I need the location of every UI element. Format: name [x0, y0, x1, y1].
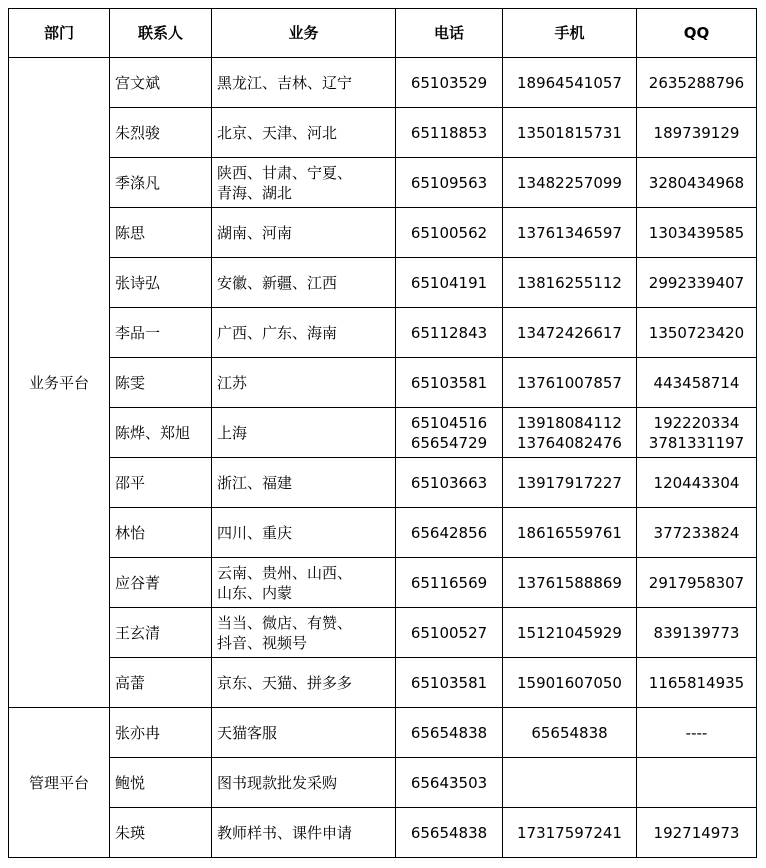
contact-name-cell: 陈烨、郑旭 [110, 408, 212, 458]
contact-name-cell: 林怡 [110, 508, 212, 558]
qq-cell [637, 408, 757, 458]
qq-cell [637, 358, 757, 408]
business-cell-line: 青海、湖北 [217, 183, 293, 202]
qq-cell [637, 58, 757, 108]
table-row [9, 658, 757, 708]
mobile-cell-line: 13761346597 [517, 223, 622, 242]
qq-cell-line: 3280434968 [648, 173, 745, 192]
contact-name-cell: 陈雯 [110, 358, 212, 408]
business-cell [212, 258, 396, 308]
contact-name-cell: 宫文斌 [110, 58, 212, 108]
contact-name-cell: 应谷菁 [110, 558, 212, 608]
phone-cell-line: 65654838 [410, 823, 488, 842]
mobile-cell [503, 608, 637, 658]
table-row [9, 258, 757, 308]
qq-cell-line: 443458714 [653, 373, 740, 392]
phone-cell-line: 65118853 [410, 123, 488, 142]
mobile-cell [503, 158, 637, 208]
contact-name-cell: 季涤凡 [110, 158, 212, 208]
table-row [9, 358, 757, 408]
business-cell [212, 408, 396, 458]
business-cell [212, 608, 396, 658]
qq-cell-line: 2917958307 [648, 573, 745, 592]
contact-name-cell: 邵平 [110, 458, 212, 508]
mobile-cell-line: 18616559761 [517, 523, 622, 542]
header-phone: 电话 [396, 9, 503, 58]
business-cell [212, 208, 396, 258]
table-row [9, 208, 757, 258]
table-row [9, 458, 757, 508]
phone-cell-line: 65104191 [410, 273, 488, 292]
contact-name-cell: 李品一 [110, 308, 212, 358]
qq-cell-line: 377233824 [653, 523, 740, 542]
mobile-cell [503, 458, 637, 508]
business-cell-line: 湖南、河南 [217, 223, 293, 242]
business-cell-line: 京东、天猫、拼多多 [217, 673, 353, 692]
business-cell-line: 天猫客服 [217, 723, 278, 742]
qq-cell-line: 1350723420 [648, 323, 745, 342]
phone-cell-line: 65643503 [410, 773, 488, 792]
phone-cell [396, 208, 503, 258]
business-cell [212, 658, 396, 708]
qq-cell-line: 192220334 [653, 413, 740, 432]
business-cell [212, 458, 396, 508]
qq-cell-line: 1303439585 [648, 223, 745, 242]
table-row [9, 708, 757, 758]
phone-cell-line: 65100527 [410, 623, 488, 642]
phone-cell [396, 308, 503, 358]
phone-cell [396, 808, 503, 858]
phone-cell-line: 65654838 [410, 723, 488, 742]
phone-cell [396, 708, 503, 758]
business-cell-line: 浙江、福建 [217, 473, 293, 492]
business-cell-line: 云南、贵州、山西、 [217, 563, 353, 582]
table-row [9, 558, 757, 608]
contact-name-cell: 朱瑛 [110, 808, 212, 858]
qq-cell [637, 658, 757, 708]
mobile-cell-line: 13918084112 [517, 413, 622, 432]
phone-cell-line: 65103529 [410, 73, 488, 92]
qq-cell-line: 120443304 [653, 473, 740, 492]
qq-cell [637, 258, 757, 308]
phone-cell [396, 358, 503, 408]
mobile-cell [503, 558, 637, 608]
mobile-cell [503, 308, 637, 358]
qq-cell [637, 608, 757, 658]
business-cell-line: 陕西、甘肃、宁夏、 [217, 163, 353, 182]
contact-name-cell: 鲍悦 [110, 758, 212, 808]
phone-cell [396, 658, 503, 708]
business-cell-line: 四川、重庆 [217, 523, 293, 542]
contact-table [8, 8, 757, 858]
table-body [9, 58, 757, 858]
qq-cell-line: 3781331197 [648, 433, 745, 452]
table-row [9, 608, 757, 658]
contact-name-cell: 高蕾 [110, 658, 212, 708]
phone-cell [396, 508, 503, 558]
mobile-cell-line: 17317597241 [517, 823, 622, 842]
phone-cell-line: 65103581 [410, 373, 488, 392]
phone-cell-line: 65116569 [410, 573, 488, 592]
business-cell [212, 758, 396, 808]
qq-cell-line: 2635288796 [648, 73, 745, 92]
table-row [9, 758, 757, 808]
mobile-cell [503, 208, 637, 258]
phone-cell [396, 558, 503, 608]
contact-name-cell: 张诗弘 [110, 258, 212, 308]
mobile-cell-line: 13501815731 [517, 123, 622, 142]
business-cell [212, 808, 396, 858]
qq-cell-line: 839139773 [653, 623, 740, 642]
business-cell-line: 黑龙江、吉林、辽宁 [217, 73, 353, 92]
header-dept: 部门 [9, 9, 110, 58]
qq-cell-line: 189739129 [653, 123, 740, 142]
business-cell-line: 安徽、新疆、江西 [217, 273, 338, 292]
header-business: 业务 [212, 9, 396, 58]
phone-cell-line: 65104516 [410, 413, 488, 432]
table-row [9, 108, 757, 158]
mobile-cell [503, 508, 637, 558]
dept-cell: 管理平台 [9, 708, 110, 858]
business-cell-line: 上海 [217, 423, 248, 442]
business-cell [212, 158, 396, 208]
table-row [9, 508, 757, 558]
mobile-cell-line: 13917917227 [517, 473, 622, 492]
business-cell [212, 508, 396, 558]
contact-name-cell: 朱烈骏 [110, 108, 212, 158]
qq-cell-line: ---- [685, 723, 708, 742]
phone-cell [396, 158, 503, 208]
mobile-cell [503, 358, 637, 408]
mobile-cell [503, 258, 637, 308]
phone-cell [396, 58, 503, 108]
phone-cell [396, 758, 503, 808]
business-cell-line: 江苏 [217, 373, 248, 392]
table-row [9, 58, 757, 108]
mobile-cell-line: 18964541057 [517, 73, 622, 92]
qq-cell [637, 708, 757, 758]
qq-cell [637, 558, 757, 608]
business-cell-line: 山东、内蒙 [217, 583, 293, 602]
phone-cell-line: 65109563 [410, 173, 488, 192]
mobile-cell-line: 65654838 [531, 723, 608, 742]
mobile-cell-line: 13482257099 [517, 173, 622, 192]
mobile-cell [503, 58, 637, 108]
mobile-cell [503, 108, 637, 158]
business-cell [212, 58, 396, 108]
phone-cell-line: 65112843 [410, 323, 488, 342]
phone-cell-line: 65642856 [410, 523, 488, 542]
phone-cell-line: 65103581 [410, 673, 488, 692]
phone-cell [396, 108, 503, 158]
phone-cell-line: 65100562 [410, 223, 488, 242]
table-row [9, 308, 757, 358]
phone-cell [396, 458, 503, 508]
business-cell-line: 教师样书、课件申请 [217, 823, 353, 842]
table-row [9, 158, 757, 208]
mobile-cell [503, 758, 637, 808]
mobile-cell [503, 808, 637, 858]
qq-cell [637, 758, 757, 808]
phone-cell [396, 258, 503, 308]
qq-cell [637, 458, 757, 508]
mobile-cell-line: 15121045929 [517, 623, 622, 642]
header-qq: QQ [637, 9, 757, 58]
business-cell [212, 108, 396, 158]
mobile-cell-line: 13761007857 [517, 373, 622, 392]
contact-name-cell: 陈思 [110, 208, 212, 258]
qq-cell-line: 1165814935 [648, 673, 745, 692]
phone-cell [396, 608, 503, 658]
business-cell-line: 广西、广东、海南 [217, 323, 338, 342]
qq-cell [637, 308, 757, 358]
qq-cell-line: 2992339407 [648, 273, 745, 292]
business-cell [212, 308, 396, 358]
qq-cell [637, 508, 757, 558]
table-row [9, 408, 757, 458]
header-mobile: 手机 [503, 9, 637, 58]
mobile-cell-line: 13764082476 [517, 433, 622, 452]
qq-cell [637, 208, 757, 258]
phone-cell-line: 65654729 [410, 433, 488, 452]
qq-cell [637, 108, 757, 158]
mobile-cell [503, 708, 637, 758]
dept-cell: 业务平台 [9, 58, 110, 708]
business-cell [212, 358, 396, 408]
qq-cell [637, 808, 757, 858]
business-cell-line: 抖音、视频号 [217, 633, 308, 652]
phone-cell-line: 65103663 [410, 473, 488, 492]
business-cell [212, 708, 396, 758]
business-cell-line: 当当、微店、有赞、 [217, 613, 353, 632]
qq-cell-line: 192714973 [653, 823, 740, 842]
header-row [9, 9, 757, 58]
mobile-cell-line: 13472426617 [517, 323, 622, 342]
header-contact: 联系人 [110, 9, 212, 58]
business-cell [212, 558, 396, 608]
contact-name-cell: 张亦冉 [110, 708, 212, 758]
mobile-cell-line: 15901607050 [517, 673, 622, 692]
phone-cell [396, 408, 503, 458]
mobile-cell [503, 658, 637, 708]
mobile-cell-line: 13761588869 [517, 573, 622, 592]
business-cell-line: 北京、天津、河北 [217, 123, 338, 142]
contact-name-cell: 王玄清 [110, 608, 212, 658]
table-row [9, 808, 757, 858]
qq-cell [637, 158, 757, 208]
mobile-cell-line: 13816255112 [517, 273, 622, 292]
business-cell-line: 图书现款批发采购 [217, 773, 338, 792]
mobile-cell [503, 408, 637, 458]
